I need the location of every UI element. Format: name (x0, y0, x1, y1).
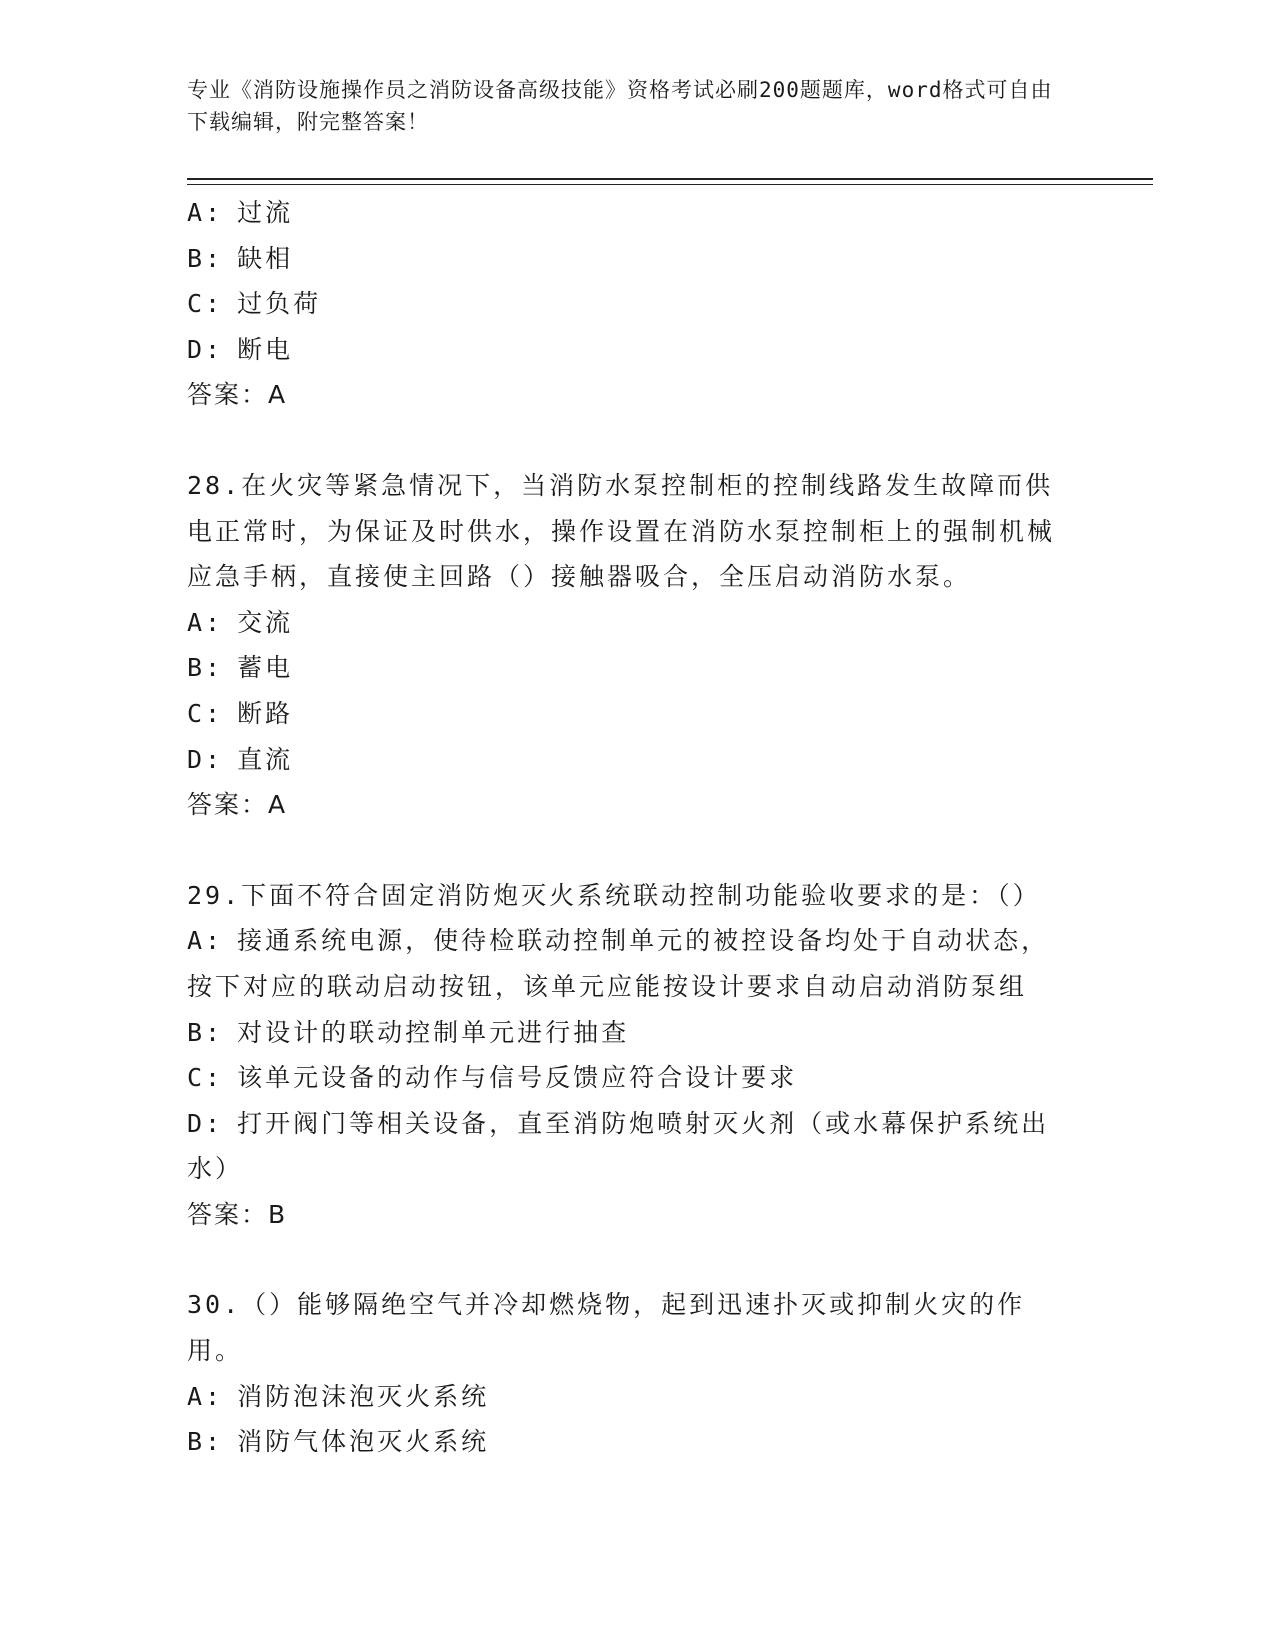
option-b (187, 1419, 1087, 1465)
option-label: B: (187, 1427, 224, 1457)
option-label: C: (187, 698, 224, 728)
option-text: 断路 (237, 698, 294, 728)
option-text: 对设计的联动控制单元进行抽查 (237, 1017, 630, 1047)
option-label: B: (187, 243, 224, 273)
option-c (187, 1055, 1087, 1101)
option-c (187, 691, 1087, 737)
question-text: 28.在火灾等紧急情况下，当消防水泵控制柜的控制线路发生故障而供电正常时，为保证及时供水，操作设置在消防水泵控制柜上的强制机械应急手柄，直接使主回路（）接触器吸合，全压启动消防水泵。 (187, 470, 1056, 592)
option-label: A: (187, 607, 224, 637)
option-label: B: (187, 1017, 224, 1047)
question-27-tail (187, 190, 1087, 418)
option-d (187, 327, 1087, 373)
option-text: 消防泡沫泡灭火系统 (237, 1381, 490, 1411)
option-label: D: (187, 334, 224, 364)
option-label: A: (187, 926, 224, 956)
option-a (187, 190, 1087, 236)
option-label: C: (187, 1063, 224, 1093)
option-text: 打开阀门等相关设备，直至消防炮喷射灭火剂（或水幕保护系统出水） (187, 1108, 1050, 1184)
option-a (187, 1374, 1087, 1420)
option-b (187, 1010, 1087, 1056)
document-body (187, 190, 1087, 1465)
answer-line: 答案：B (187, 1199, 288, 1229)
option-b (187, 236, 1087, 282)
question-30 (187, 1282, 1087, 1464)
question-text: 29.下面不符合固定消防炮灭火系统联动控制功能验收要求的是：（） (187, 880, 1041, 910)
option-text: 直流 (237, 744, 294, 774)
option-text: 缺相 (237, 243, 294, 273)
option-text: 过负荷 (237, 289, 322, 319)
option-text: 蓄电 (237, 653, 294, 683)
option-label: C: (187, 289, 224, 319)
option-label: A: (187, 1381, 224, 1411)
answer-line: 答案：A (187, 790, 288, 820)
option-text: 断电 (237, 334, 294, 364)
option-b (187, 645, 1087, 691)
option-a (187, 918, 1067, 1009)
header-divider-thick (187, 178, 1153, 180)
answer-line: 答案：A (187, 380, 288, 410)
option-text: 该单元设备的动作与信号反馈应符合设计要求 (237, 1063, 798, 1093)
option-text: 过流 (237, 198, 294, 227)
option-a (187, 600, 1087, 646)
option-text: 消防气体泡灭火系统 (237, 1427, 490, 1457)
option-d (187, 737, 1087, 783)
question-29 (187, 873, 1087, 1238)
question-text: 30.（）能够隔绝空气并冷却燃烧物，起到迅速扑灭或抑制火灾的作用。 (187, 1290, 1026, 1366)
header-divider-thin (187, 184, 1153, 185)
option-d (187, 1101, 1067, 1192)
option-label: D: (187, 744, 224, 774)
option-label: D: (187, 1108, 224, 1138)
question-28 (187, 463, 1087, 828)
option-text: 交流 (237, 607, 294, 637)
option-text: 接通系统电源，使待检联动控制单元的被控设备均处于自动状态，按下对应的联动启动按钮，该单元应能按设计要求自动启动消防泵组 (187, 926, 1050, 1001)
option-label: B: (187, 653, 224, 683)
option-c (187, 281, 1087, 327)
document-header: 专业《消防设施操作员之消防设备高级技能》资格考试必刷200题题库，word格式可自由下载编辑，附完整答案！ (187, 78, 1053, 134)
option-label: A: (187, 198, 224, 227)
